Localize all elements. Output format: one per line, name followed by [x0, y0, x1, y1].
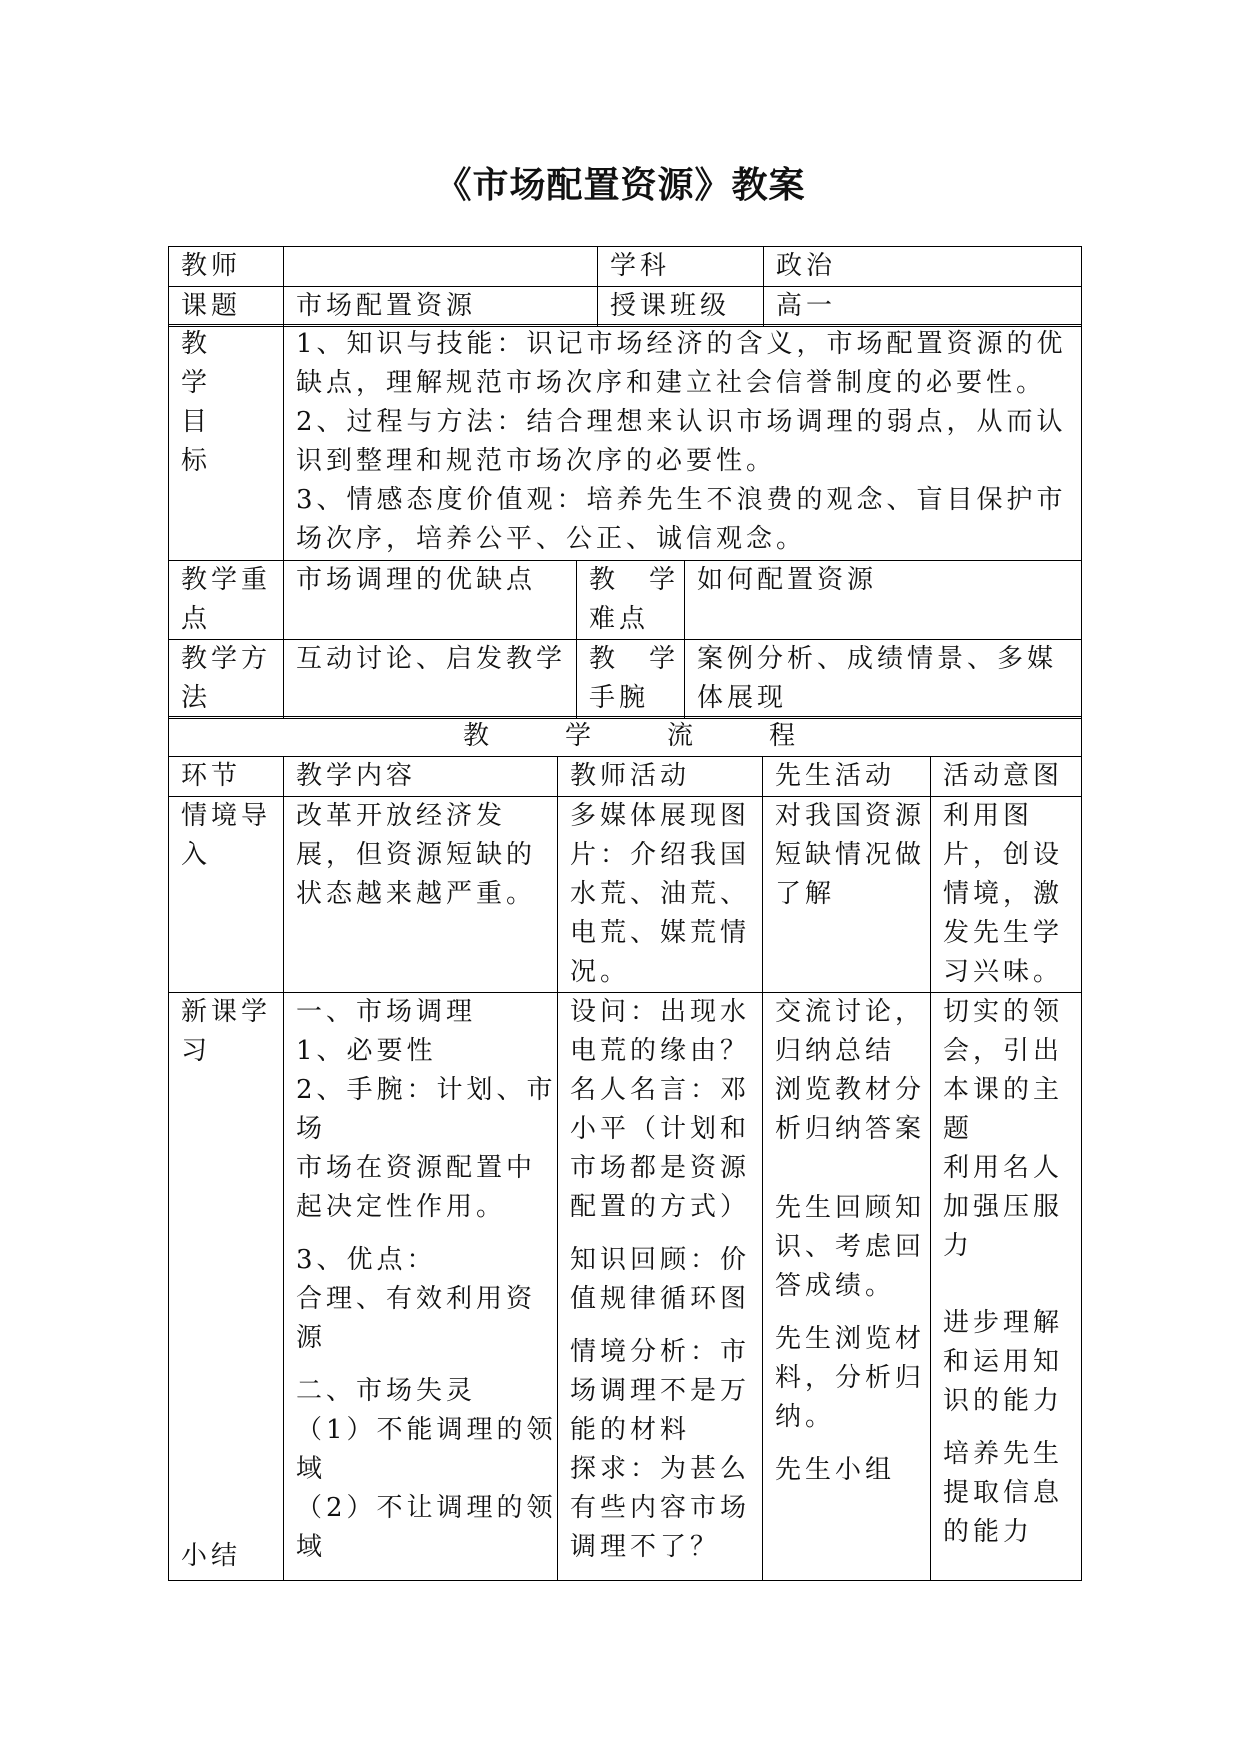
purpose-line: 利用名人加强压服力: [943, 1153, 1064, 1261]
flow-table: [168, 716, 1082, 1581]
intro-teacher-activity: 多媒体展现图片：介绍我国水荒、油荒、电荒、媒荒情况。: [558, 797, 763, 993]
column-header-stage: 环节: [169, 757, 284, 797]
goal-item-attitude: 3、情感态度价值观：培养先生不浪费的观念、盲目保护市场次序，培养公平、公正、诚信观念。: [296, 485, 1067, 554]
teacher-activity-line: 探求：为甚么有些内容市场调理不了？: [570, 1454, 751, 1562]
new-lesson-purpose: [931, 993, 1082, 1581]
column-header-teacher: 教师活动: [558, 757, 763, 797]
focus-table: [168, 560, 1082, 719]
content-line: （1）不能调理的领域: [296, 1415, 557, 1484]
goals-label-char: 学: [181, 368, 212, 398]
page-title: 《市场配置资源》教案: [435, 164, 806, 206]
student-activity-line: 交流讨论，归纳总结: [775, 997, 926, 1066]
goal-item-process: 2、过程与方法：结合理想来认识市场调理的弱点，从而认识到整理和规范市场次序的必要性。: [296, 407, 1067, 476]
grade-value: 高一: [764, 287, 1082, 327]
goals-label: [169, 325, 284, 561]
topic-label: 课题: [169, 287, 284, 327]
student-activity-line: 先生浏览材料，分析归纳。: [775, 1324, 926, 1432]
means-value: 案例分析、成绩情景、多媒体展现: [685, 640, 1082, 719]
key-point-value: 市场调理的优缺点: [284, 561, 577, 640]
goals-label-char: 教: [181, 329, 212, 359]
content-line: 1、必要性: [296, 1036, 437, 1066]
goals-label-char: 标: [181, 446, 212, 476]
flow-heading: 教 学 流 程: [169, 717, 1082, 757]
new-lesson-teacher-activity: [558, 993, 763, 1581]
goals-table: [168, 324, 1082, 561]
purpose-line: 培养先生提取信息的能力: [943, 1439, 1064, 1547]
new-lesson-stage: 新课学习 小结: [169, 993, 284, 1581]
intro-purpose: 利用图片，创设情境，激发先生学习兴味。: [931, 797, 1082, 993]
teacher-value: [284, 247, 598, 287]
student-activity-line: 先生回顾知识、考虑回答成绩。: [775, 1193, 926, 1301]
content-line: 一、市场调理: [296, 997, 477, 1027]
content-line: （2）不让调理的领域: [296, 1493, 557, 1562]
teacher-activity-line: 知识回顾：价值规律循环图: [570, 1245, 751, 1314]
new-lesson-student-activity: [763, 993, 931, 1581]
goals-content: [284, 325, 1082, 561]
teacher-activity-line: 设问：出现水电荒的缘由？: [570, 997, 751, 1066]
key-point-label: 教学重点: [169, 561, 284, 640]
difficult-point-value: 如何配置资源: [685, 561, 1082, 640]
column-header-content: 教学内容: [284, 757, 558, 797]
student-activity-line: 浏览教材分析归纳答案: [775, 1075, 926, 1144]
intro-content: 改革开放经济发展，但资源短缺的状态越来越严重。: [284, 797, 558, 993]
means-label: 教 学 手腕: [577, 640, 685, 719]
content-line: 3、优点：: [296, 1245, 437, 1275]
content-line: 市场在资源配置中起决定性作用。: [296, 1153, 537, 1222]
subject-label: 学科: [598, 247, 764, 287]
info-table: [168, 246, 1082, 327]
purpose-line: 进步理解和运用知识的能力: [943, 1308, 1064, 1416]
method-label: 教学方法: [169, 640, 284, 719]
teacher-activity-line: 情境分析：市场调理不是万能的材料: [570, 1337, 751, 1445]
student-activity-line: 先生小组: [775, 1455, 896, 1485]
difficult-point-label: 教 学 难点: [577, 561, 685, 640]
new-lesson-content: [284, 993, 558, 1581]
content-line: 合理、有效利用资源: [296, 1284, 537, 1353]
column-header-student: 先生活动: [763, 757, 931, 797]
intro-stage: 情境导入: [169, 797, 284, 993]
purpose-line: 切实的领会，引出本课的主题: [943, 997, 1064, 1144]
summary-stage: 小结: [181, 1541, 242, 1571]
goals-label-char: 目: [181, 407, 212, 437]
content-line: 2、手腕：计划、市场: [296, 1075, 557, 1144]
method-value: 互动讨论、启发教学: [284, 640, 577, 719]
goal-item-knowledge: 1、知识与技能：识记市场经济的含义，市场配置资源的优缺点，理解规范市场次序和建立社会信誉制度的必要性。: [296, 329, 1067, 398]
teacher-activity-line: 名人名言：邓小平（计划和市场都是资源配置的方式）: [570, 1075, 751, 1222]
subject-value: 政治: [764, 247, 1082, 287]
column-header-purpose: 活动意图: [931, 757, 1082, 797]
content-line: 二、市场失灵: [296, 1376, 477, 1406]
grade-label: 授课班级: [598, 287, 764, 327]
intro-student-activity: 对我国资源短缺情况做了解: [763, 797, 931, 993]
topic-value: 市场配置资源: [284, 287, 598, 327]
teacher-label: 教师: [169, 247, 284, 287]
